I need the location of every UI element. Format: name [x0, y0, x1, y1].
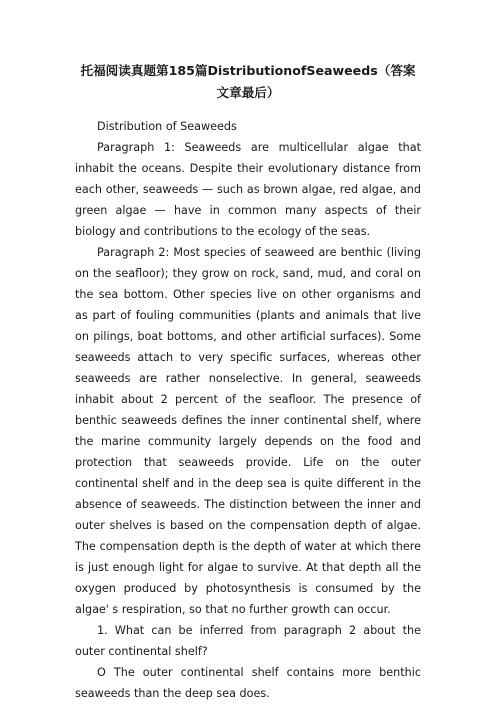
passage-heading: Distribution of Seaweeds	[97, 120, 237, 133]
document-body	[75, 116, 421, 704]
paragraph-1: Paragraph 1: Seaweeds are multicellular algae that inhabit the oceans. Despite their evolutionary distance from each other, seaweeds — such as brown algae, red algae, and green algae — have in common many aspects of their biology and contributions to the ecology of the seas.	[75, 141, 421, 238]
paragraph-2: Paragraph 2: Most species of seaweed are benthic (living on the seafloor); they grow on rock, sand, mud, and coral on the sea bottom. Other species live on other organisms and as part of fouling communities (plants and animals that live on pilings, boat bottoms, and other artificial surfaces). Some seaweeds attach to very specific surfaces, whereas other seaweeds are rather nonselective. In general, seaweeds inhabit about 2 percent of the seafloor. The presence of benthic seaweeds defines the inner continental shelf, where the marine community largely depends on the food and protection that seaweeds provide. Life on the outer continental shelf and in the deep sea is quite different in the absence of seaweeds. The distinction between the inner and outer shelves is based on the compensation depth of algae. The compensation depth is the depth of water at which there is just enough light for algae to survive. At that depth all the oxygen produced by photosynthesis is consumed by the algae' s respiration, so that no further growth can occur.	[75, 246, 421, 616]
document-title: 托福阅读真题第185篇DistributionofSeaweeds（答案文章最后）	[80, 63, 416, 100]
answer-option: O The outer continental shelf contains more benthic seaweeds than the deep sea does.	[75, 666, 421, 700]
question-1: 1. What can be inferred from paragraph 2 about the outer continental shelf?	[75, 624, 421, 658]
